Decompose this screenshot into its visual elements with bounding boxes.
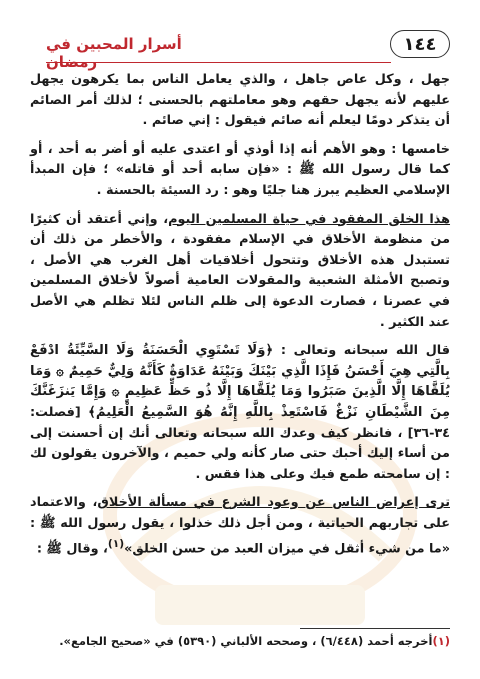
paragraph-1-text: جهل ، وكل عاص جاهل ، والذي يعامل الناس بما يكرهون يجهل عليهم لأنه يجهل حقهم وهو معاملتهم بالحسنى ؛ لذلك أمر الصائم أن يتذكر دومًا ليعلم أنه صائم فيقول : إني صائم . (30, 72, 450, 129)
paragraph-5 (30, 493, 450, 560)
header-divider (46, 62, 391, 63)
paragraph-3-heading: هذا الخلق المفقود في حياة المسلمين اليوم (168, 211, 451, 227)
page-number: ١٤٤ (390, 30, 450, 58)
paragraph-1 (30, 70, 450, 132)
paragraph-4-lead: قال الله سبحانه وتعالى : (280, 343, 450, 359)
page-body (30, 70, 450, 568)
footnote-text: أخرجه أحمد (٦/٤٤٨) ، وصححه الألباني (٥٣٩٠) في «صحيح الجامع». (59, 634, 433, 648)
paragraph-4 (30, 341, 450, 485)
paragraph-3-rest: ، وإني أعتقد أن كثيرًا من منظومة الأخلاق في الإسلام مفقودة ، والأخطر من ذلك أن تستبدل هذه الأخلاق وتتحول أخلاقيات أهل الغرب هي الأصل ، وتصبح الأمثلة الشعبية والمقولات العامية أصولاً لأخلاق المسلمين في عصرنا ، فصارت الدعوة إلى ظلم الناس لئلا تظلم هي الأصل عند الكثير . (30, 211, 450, 330)
book-title: أسرار المحبين في رمضان (46, 35, 182, 71)
quran-verse: ﴿وَلَا تَسْتَوِي الْحَسَنَةُ وَلَا السَّيِّئَةُ ادْفَعْ بِالَّتِي هِيَ أَحْسَنُ فَإِذَا الَّذِي بَيْنَكَ وَبَيْنَهُ عَدَاوَةٌ كَأَنَّهُ وَلِيٌّ حَمِيمٌ ۞ وَمَا يُلَقَّاهَا إِلَّا الَّذِينَ صَبَرُوا وَمَا يُلَقَّاهَا إِلَّا ذُو حَظٍّ عَظِيمٍ ۞ وَإِمَّا يَنزَغَنَّكَ مِنَ الشَّيْطَانِ نَزْغٌ فَاسْتَعِذْ بِاللَّهِ إِنَّهُ هُوَ السَّمِيعُ الْعَلِيمُ﴾ (30, 343, 450, 420)
footnote-marker: (١) (432, 634, 450, 648)
paragraph-5-rest: ، والاعتماد على تجاربهم الحياتية ، ومن أجل ذلك خذلوا ، يقول رسول الله ﷺ : (30, 495, 450, 531)
footnote-reference[interactable]: (١) (107, 537, 125, 551)
paragraph-2-rest: ؛ فإن المبدأ الإسلامي العظيم يبرز هنا جليًا وهو : رد السيئة بالحسنة . (30, 162, 450, 198)
paragraph-4-rest: [فصلت: ٣٤-٣٦] ، فانظر كيف وعدك الله سبحانه وتعالى أنك إن أحسنت إلى من أساء إليك أحبك حتى صار كأنه ولي حميم ، والآخرون يقولون لك : إن سامحته طمع فيك وعلى هذا فقس . (30, 404, 450, 482)
paragraph-5-heading: ترى إعراض الناس عن وعود الشرع في مسألة الأخلاق (97, 495, 450, 511)
paragraph-3 (30, 210, 450, 334)
hadith-quote-1: «فإن سابه أحد أو قاتله» (115, 162, 280, 178)
paragraph-2-lead: خامسها : وهو الأهم أنه إذا أوذي أو اعتدى عليه أو أضر به أحد ، أو كما قال رسول الله ﷺ : (30, 141, 450, 178)
hadith-quote-2: «ما من شيء أثقل في ميزان العبد من حسن الخلق» (124, 541, 450, 557)
footnote-divider (300, 628, 450, 629)
paragraph-2 (30, 140, 450, 202)
page-header (28, 26, 448, 71)
paragraph-5-tail: ، وقال ﷺ : (36, 541, 108, 557)
footnote (30, 632, 450, 650)
